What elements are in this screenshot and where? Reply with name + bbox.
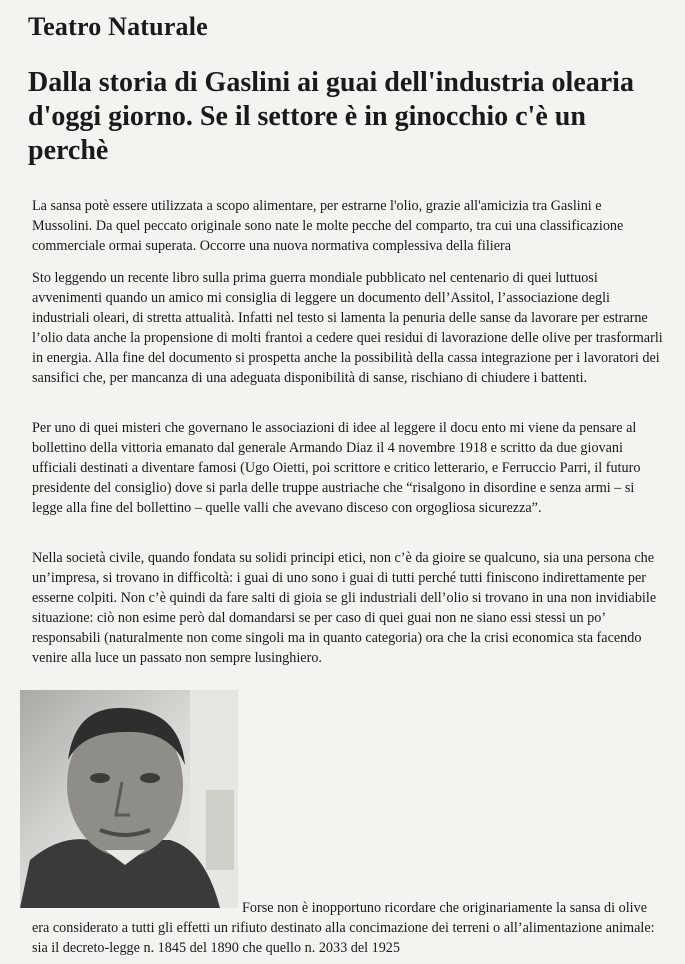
body-paragraph-2: Per uno di quei misteri che governano le associazioni di idee al leggere il docu ento mi viene da pensare al bollettino della vittoria emanato dal generale Armando Diaz il 4 novembre 1918 e scritto da due giovani ufficiali destinati a diventare famosi (Ugo Oietti, poi scrittore e critico letterario, e Ferruccio Parri, il futuro presidente del consiglio) dove si parla delle truppe austriache che “risalgono in disordine e senza armi – si legge alla fine del bollettino – quelle valli che avevano disceso con orgogliosa sicurezza”. [32,420,641,516]
body-paragraph-4: Forse non è inopportuno ricordare che originariamente la sansa di olive era considerato a tutti gli effetti un rifiuto destinato alla concimazione dei terreni o all’alimentazione animale: sia il decreto-legge n. 1845 del 1890 che quello n. 2033 del 1925 [32,900,655,956]
portrait-photo [20,690,238,908]
headline: Dalla storia di Gaslini ai guai dell'industria olearia d'oggi giorno. Se il settore è in ginocchio c'è un perchè [28,67,634,166]
body-paragraph-1: Sto leggendo un recente libro sulla prima guerra mondiale pubblicato nel centenario di quei luttuosi avvenimenti quando un amico mi consiglia di leggere un documento dell’Assitol, l’associazione degli industriali oleari, di stretta attualità. Infatti nel testo si lamenta la penuria delle sanse da lavorare per estrarne l’olio data anche la propensione di molti frantoi a cedere quei residui di lavorazione delle olive per trasformarli in energia. Alla fine del documento si prospetta anche la possibilità della cassa integrazione per i lavoratori dei sansifici che, per mancanza di una adeguata disponibilità di sanse, rischiano di chiudere i battenti. [32,270,663,386]
masthead: Teatro Naturale [28,12,208,41]
lead-paragraph: La sansa potè essere utilizzata a scopo alimentare, per estrarne l'olio, grazie all'amicizia tra Gaslini e Mussolini. Da quel peccato originale sono nate le molte pecche del comparto, tra cui una classificazione commerciale ormai superata. Occorre una nuova normativa complessiva della filiera [32,198,624,254]
body-paragraph-3: Nella società civile, quando fondata su solidi principi etici, non c’è da gioire se qualcuno, sia una persona che un’impresa, si trovano in difficoltà: i guai di uno sono i guai di tutti perché tutti finiscono indirettamente per esserne colpiti. Non c’è quindi da fare salti di gioia se gli industriali dell’olio si trovano in una non invidiabile situazione: ciò non esime però dal domandarsi se per caso di quei guai non ne siano essi stessi un po’ responsabili (naturalmente non come singoli ma in quanto categoria) ora che la crisi economica sta facendo venire alla luce un passato non sempre lusinghiero. [32,550,657,666]
